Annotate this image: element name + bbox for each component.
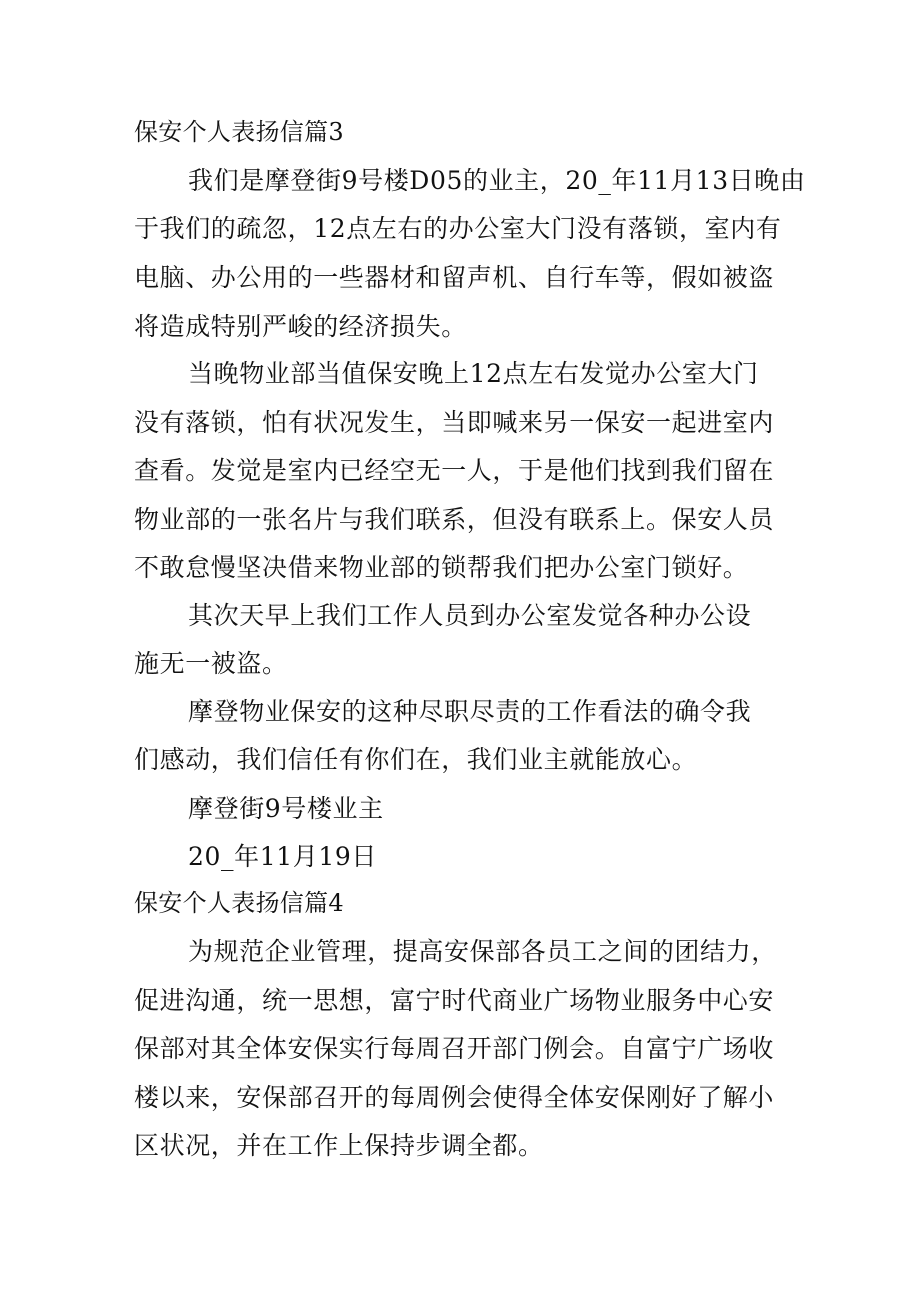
paragraph-line: 楼以来，安保部召开的每周例会使得全体安保刚好了解小 <box>134 1083 775 1112</box>
paragraph-line: 于我们的疏忽，12点左右的办公室大门没有落锁，室内有 <box>134 214 782 243</box>
paragraph-line: 我们是摩登街9号楼D05的业主，20_年11月13日晚由 <box>188 166 806 195</box>
paragraph-line: 保部对其全体安保实行每周召开部门例会。自富宁广场收 <box>134 1034 775 1063</box>
paragraph-line: 当晚物业部当值保安晚上12点左右发觉办公室大门 <box>188 359 759 388</box>
paragraph-line: 其次天早上我们工作人员到办公室发觉各种办公设 <box>188 601 752 630</box>
paragraph-line: 物业部的一张名片与我们联系，但没有联系上。保安人员 <box>134 505 775 534</box>
paragraph-line: 们感动，我们信任有你们在，我们业主就能放心。 <box>134 745 698 774</box>
letter-date: 20_年11月19日 <box>188 842 377 871</box>
section-4-title: 保安个人表扬信篇4 <box>134 889 344 917</box>
paragraph-line: 没有落锁，怕有状况发生，当即喊来另一保安一起进室内 <box>134 408 775 437</box>
paragraph-line: 区状况，并在工作上保持步调全都。 <box>134 1131 544 1160</box>
paragraph-line: 电脑、办公用的一些器材和留声机、自行车等，假如被盗 <box>134 263 775 292</box>
paragraph-line: 为规范企业管理，提高安保部各员工之间的团结力， <box>188 937 777 966</box>
signature: 摩登街9号楼业主 <box>188 794 384 823</box>
paragraph-line: 查看。发觉是室内已经空无一人，于是他们找到我们留在 <box>134 456 775 485</box>
section-3-title: 保安个人表扬信篇3 <box>134 118 344 146</box>
paragraph-line: 将造成特别严峻的经济损失。 <box>134 312 467 341</box>
paragraph-line: 摩登物业保安的这种尽职尽责的工作看法的确令我 <box>188 697 752 726</box>
paragraph-line: 施无一被盗。 <box>134 649 288 678</box>
paragraph-line: 促进沟通，统一思想，富宁时代商业广场物业服务中心安 <box>134 986 775 1015</box>
paragraph-line: 不敢怠慢坚决借来物业部的锁帮我们把办公室门锁好。 <box>134 553 749 582</box>
